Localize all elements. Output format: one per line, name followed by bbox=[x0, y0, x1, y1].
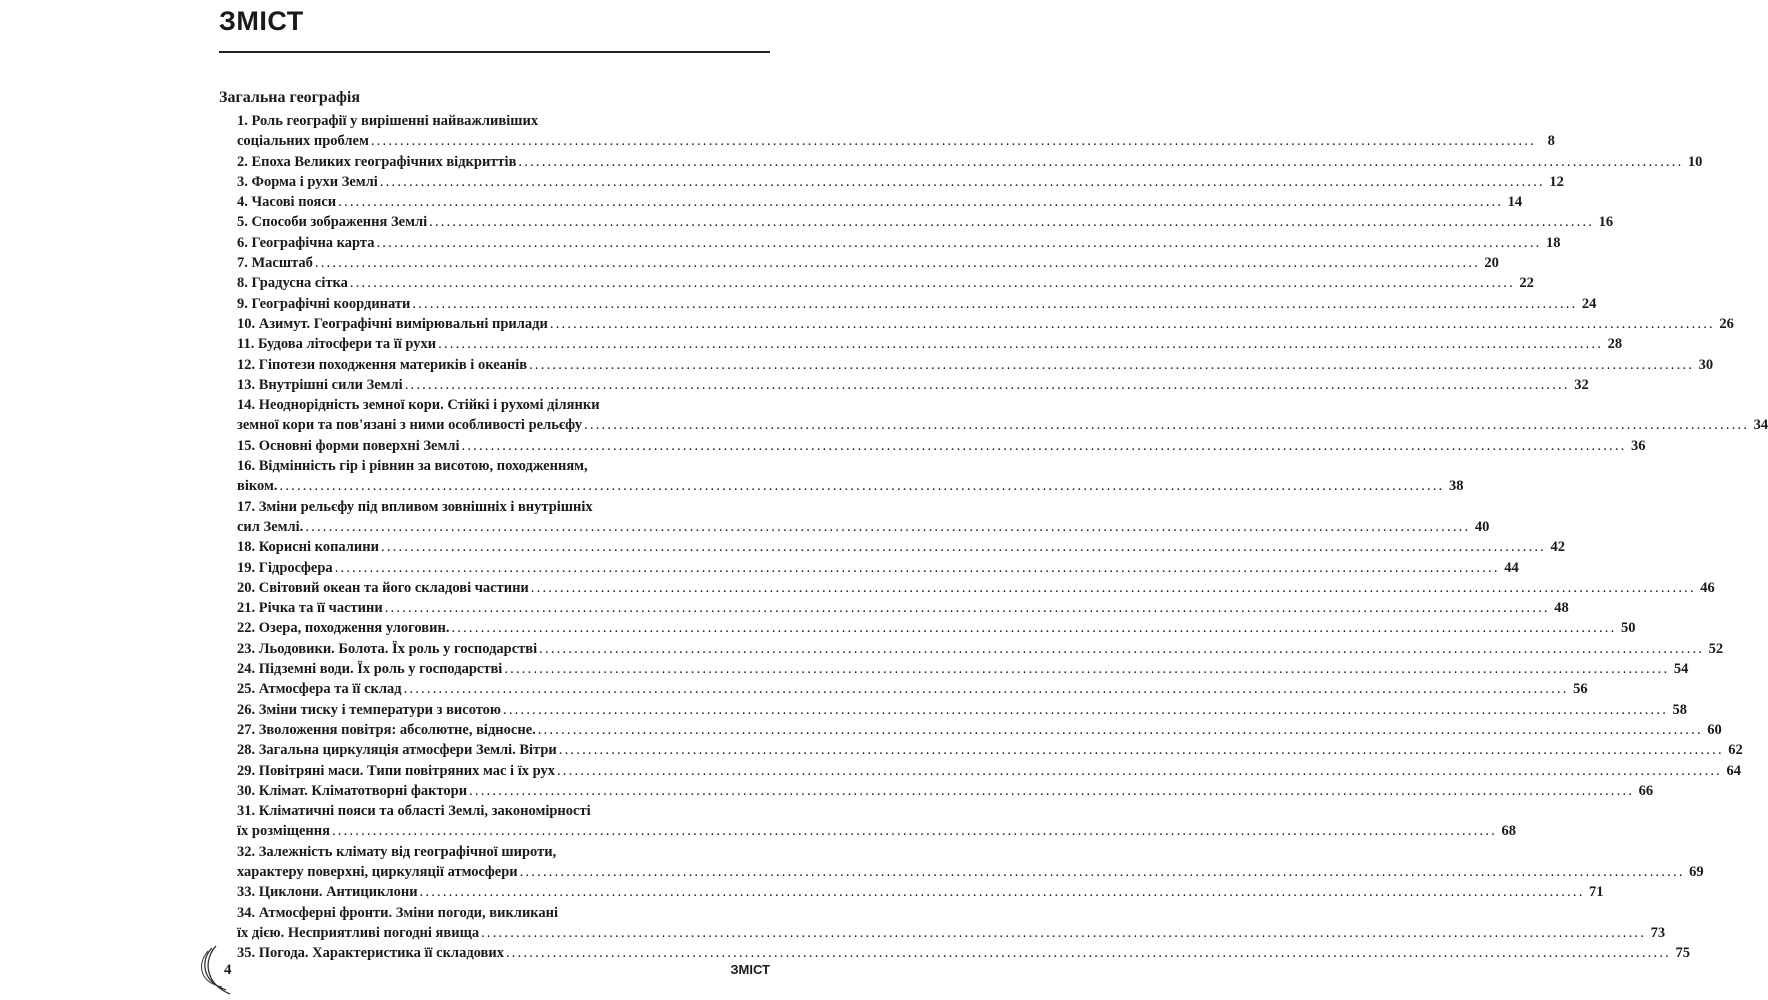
page-title: ЗМІСТ bbox=[219, 6, 304, 36]
toc-entry-text: 31. Кліматичні пояси та області Землі, закономірності bbox=[237, 803, 591, 820]
toc-page-number: 58 bbox=[1672, 701, 1688, 718]
toc-entry[interactable] bbox=[237, 720, 1722, 740]
toc-page-number: 60 bbox=[1707, 721, 1722, 738]
toc-entry[interactable] bbox=[237, 943, 1690, 963]
toc-page-number: 54 bbox=[1673, 661, 1689, 678]
toc-entry[interactable] bbox=[237, 781, 1654, 801]
dot-leader: ........................................................................................................................................................................................................ bbox=[429, 214, 1595, 231]
toc-entry[interactable] bbox=[237, 761, 1741, 781]
toc-entry-text: 26. Зміни тиску і температури з висотою bbox=[237, 701, 502, 718]
toc-page-number: 69 bbox=[1689, 863, 1704, 880]
toc-entry-text: їх дією. Несприятливі погодні явища bbox=[237, 924, 480, 941]
toc-page-number: 73 bbox=[1650, 924, 1666, 941]
dot-leader: ........................................................................................................................................................................................................ bbox=[530, 579, 1696, 596]
toc-page-number: 44 bbox=[1504, 559, 1519, 576]
toc-entry[interactable] bbox=[237, 334, 1623, 354]
dot-leader: ........................................................................................................................................................................................................ bbox=[519, 863, 1685, 880]
dot-leader: ........................................................................................................................................................................................................ bbox=[305, 518, 1471, 535]
dot-leader: ........................................................................................................................................................................................................ bbox=[376, 234, 1542, 251]
toc-entry[interactable] bbox=[237, 558, 1519, 578]
toc-entry[interactable] bbox=[237, 152, 1703, 172]
toc-page-number: 26 bbox=[1719, 315, 1734, 332]
toc-entry[interactable] bbox=[237, 294, 1597, 314]
toc-entry[interactable] bbox=[237, 700, 1688, 720]
toc-entry-text: 4. Часові пояси bbox=[237, 194, 337, 211]
dot-leader: ........................................................................................................................................................................................................ bbox=[461, 437, 1627, 454]
dot-leader: ........................................................................................................................................................................................................ bbox=[314, 255, 1480, 272]
toc-entry-text: 11. Будова літосфери та її рухи bbox=[237, 336, 437, 353]
dot-leader: ........................................................................................................................................................................................................ bbox=[381, 539, 1546, 556]
dot-leader: ........................................................................................................................................................................................................ bbox=[503, 701, 1669, 718]
toc-entry[interactable] bbox=[237, 842, 1704, 883]
toc-page-number: 66 bbox=[1638, 782, 1654, 799]
toc-entry[interactable] bbox=[237, 537, 1565, 557]
toc-entry-text: 35. Погода. Характеристика її складових bbox=[237, 945, 504, 962]
toc-entry-text: 34. Атмосферні фронти. Зміни погоди, викликані bbox=[237, 904, 559, 921]
dot-leader: ........................................................................................................................................................................................................ bbox=[505, 945, 1671, 962]
toc-entry[interactable] bbox=[237, 375, 1589, 395]
toc-entry[interactable] bbox=[237, 740, 1743, 760]
dot-leader: ........................................................................................................................................................................................................ bbox=[469, 782, 1635, 799]
toc-page-number: 56 bbox=[1573, 681, 1588, 698]
toc-page-number: 24 bbox=[1581, 295, 1597, 312]
toc-entry-text: 8. Градусна сітка bbox=[237, 275, 348, 292]
title-divider bbox=[219, 51, 770, 53]
toc-entry[interactable] bbox=[237, 598, 1569, 618]
toc-entry-text: 1. Роль географії у вирішенні найважливіших bbox=[237, 113, 539, 129]
toc-entry-text: 17. Зміни рельєфу під впливом зовнішніх і внутрішніх bbox=[237, 498, 593, 515]
toc-page-number: 42 bbox=[1550, 539, 1565, 556]
toc-entry-text: 29. Повітряні маси. Типи повітряних мас і їх рух bbox=[237, 762, 555, 779]
dot-leader: ........................................................................................................................................................................................................ bbox=[558, 742, 1724, 759]
toc-page-number: 68 bbox=[1501, 823, 1516, 840]
toc-entry-text: характеру поверхні, циркуляції атмосфери bbox=[237, 863, 518, 880]
toc-page-number: 20 bbox=[1484, 255, 1499, 272]
dot-leader: ........................................................................................................................................................................................................ bbox=[279, 478, 1445, 495]
toc-entry[interactable] bbox=[237, 679, 1588, 699]
toc-page-number: 64 bbox=[1726, 762, 1741, 779]
toc-entry-text: віком. bbox=[237, 478, 278, 495]
page-number: 4 bbox=[224, 962, 232, 978]
dot-leader: ........................................................................................................................................................................................................ bbox=[384, 600, 1550, 617]
toc-entry-text: 27. Зволоження повітря: абсолютне, відносне. bbox=[237, 721, 536, 738]
toc-page-number: 16 bbox=[1598, 214, 1614, 231]
toc-entry[interactable] bbox=[237, 618, 1636, 638]
toc-page-number: 38 bbox=[1449, 478, 1464, 495]
toc-entry-text: 15. Основні форми поверхні Землі bbox=[237, 437, 460, 454]
toc-page-number: 46 bbox=[1700, 579, 1715, 596]
dot-leader: ........................................................................................................................................................................................................ bbox=[404, 376, 1570, 393]
toc-entry-text: 12. Гіпотези походження материків і океанів bbox=[237, 356, 528, 373]
dot-leader: ........................................................................................................................................................................................................ bbox=[518, 153, 1684, 170]
toc-page-number: 14 bbox=[1507, 194, 1523, 211]
dot-leader: ........................................................................................................................................................................................................ bbox=[549, 315, 1715, 332]
toc-entry[interactable] bbox=[237, 639, 1724, 659]
toc-entry[interactable] bbox=[237, 192, 1523, 212]
toc-page-number: 62 bbox=[1728, 742, 1743, 759]
toc-entry-text: 13. Внутрішні сили Землі bbox=[237, 376, 403, 393]
toc-entry-text: 20. Світовий океан та його складові частини bbox=[237, 579, 529, 596]
toc-entry-text: сил Землі. bbox=[237, 518, 304, 535]
table-of-contents bbox=[237, 111, 1768, 963]
toc-entry-text: 19. Гідросфера bbox=[237, 559, 333, 576]
toc-entry-text: соціальних проблем bbox=[237, 133, 369, 150]
toc-entry[interactable] bbox=[237, 233, 1561, 253]
toc-page-number: 18 bbox=[1545, 234, 1561, 251]
toc-entry-text: 18. Корисні копалини bbox=[237, 539, 379, 556]
toc-entry-text: 22. Озера, походження улоговин. bbox=[237, 620, 450, 637]
toc-page-number: 75 bbox=[1675, 945, 1690, 962]
toc-page-number: 36 bbox=[1631, 437, 1646, 454]
dot-leader: ........................................................................................................................................................................................................ bbox=[370, 133, 1536, 150]
dot-leader: ........................................................................................................................................................................................................ bbox=[438, 336, 1604, 353]
toc-entry-text: 33. Циклони. Антициклони bbox=[237, 884, 418, 901]
dot-leader: ........................................................................................................................................................................................................ bbox=[556, 762, 1722, 779]
dot-leader: ........................................................................................................................................................................................................ bbox=[349, 275, 1515, 292]
toc-entry[interactable] bbox=[237, 578, 1715, 598]
dot-leader: ........................................................................................................................................................................................................ bbox=[529, 356, 1695, 373]
toc-entry[interactable] bbox=[237, 659, 1689, 679]
dot-leader: ........................................................................................................................................................................................................ bbox=[504, 661, 1670, 678]
toc-entry[interactable] bbox=[237, 253, 1499, 273]
dot-leader: ........................................................................................................................................................................................................ bbox=[331, 823, 1497, 840]
toc-page-number: 52 bbox=[1708, 640, 1724, 657]
toc-entry-text: 9. Географічні координати bbox=[237, 295, 411, 312]
toc-entry[interactable] bbox=[237, 456, 1464, 497]
toc-entry[interactable] bbox=[237, 882, 1604, 902]
toc-entry[interactable] bbox=[237, 111, 1555, 152]
toc-page-number: 28 bbox=[1607, 336, 1623, 353]
toc-page-number: 71 bbox=[1589, 884, 1604, 901]
dot-leader: ........................................................................................................................................................................................................ bbox=[379, 173, 1545, 190]
toc-page-number: 22 bbox=[1519, 275, 1534, 292]
toc-entry-text: 10. Азимут. Географічні вимірювальні прилади bbox=[237, 315, 548, 332]
toc-entry[interactable] bbox=[237, 801, 1516, 842]
toc-entry-text: 30. Клімат. Кліматотворні фактори bbox=[237, 782, 468, 799]
dot-leader: ........................................................................................................................................................................................................ bbox=[334, 559, 1500, 576]
running-footer: ЗМІСТ bbox=[730, 962, 770, 977]
toc-entry-text: 32. Залежність клімату від географічної широти, bbox=[237, 843, 557, 860]
toc-page-number: 8 bbox=[1547, 133, 1555, 150]
toc-page-number: 32 bbox=[1574, 376, 1589, 393]
toc-entry-text: 21. Річка та її частини bbox=[237, 600, 383, 617]
dot-leader: ........................................................................................................................................................................................................ bbox=[403, 681, 1569, 698]
dot-leader: ........................................................................................................................................................................................................ bbox=[481, 924, 1647, 941]
toc-entry[interactable] bbox=[237, 314, 1734, 334]
toc-entry-text: 23. Льодовики. Болота. Їх роль у господарстві bbox=[237, 640, 538, 657]
toc-entry-text: 25. Атмосфера та її склад bbox=[237, 681, 402, 698]
toc-entry-text: 3. Форма і рухи Землі bbox=[237, 173, 378, 190]
dot-leader: ........................................................................................................................................................................................................ bbox=[584, 417, 1750, 434]
toc-entry[interactable] bbox=[237, 273, 1534, 293]
toc-entry-text: 6. Географічна карта bbox=[237, 234, 375, 251]
toc-entry-text: 28. Загальна циркуляція атмосфери Землі. Вітри bbox=[237, 742, 557, 759]
dot-leader: ........................................................................................................................................................................................................ bbox=[419, 884, 1585, 901]
toc-entry-text: їх розміщення bbox=[237, 823, 330, 840]
toc-page-number: 10 bbox=[1687, 153, 1703, 170]
toc-page-number: 30 bbox=[1698, 356, 1714, 373]
dot-leader: ........................................................................................................................................................................................................ bbox=[338, 194, 1504, 211]
toc-entry[interactable] bbox=[237, 172, 1564, 192]
toc-page-number: 34 bbox=[1753, 417, 1768, 434]
toc-page-number: 40 bbox=[1474, 518, 1490, 535]
toc-page-number: 12 bbox=[1549, 173, 1564, 190]
toc-entry-text: земної кори та пов'язані з ними особливості рельєфу bbox=[237, 417, 583, 434]
section-heading: Загальна географія bbox=[219, 89, 360, 106]
toc-entry[interactable] bbox=[237, 436, 1646, 456]
toc-page-number: 48 bbox=[1554, 600, 1569, 617]
toc-entry-text: 24. Підземні води. Їх роль у господарстві bbox=[237, 661, 503, 678]
dot-leader: ........................................................................................................................................................................................................ bbox=[537, 721, 1703, 738]
toc-entry[interactable] bbox=[237, 355, 1714, 375]
dot-leader: ........................................................................................................................................................................................................ bbox=[451, 620, 1617, 637]
toc-entry-text: 2. Епоха Великих географічних відкриттів bbox=[237, 153, 517, 170]
toc-entry[interactable] bbox=[237, 395, 1768, 436]
toc-entry[interactable] bbox=[237, 903, 1666, 944]
toc-entry-text: 16. Відмінність гір і рівнин за висотою, походженням, bbox=[237, 458, 588, 475]
dot-leader: ........................................................................................................................................................................................................ bbox=[539, 640, 1705, 657]
toc-entry[interactable] bbox=[237, 212, 1614, 232]
toc-entry-text: 5. Способи зображення Землі bbox=[237, 214, 428, 231]
toc-entry[interactable] bbox=[237, 497, 1490, 538]
toc-entry-text: 7. Масштаб bbox=[237, 255, 313, 272]
dot-leader: ........................................................................................................................................................................................................ bbox=[412, 295, 1578, 312]
toc-entry-text: 14. Неоднорідність земної кори. Стійкі і рухомі ділянки bbox=[237, 397, 600, 414]
toc-page-number: 50 bbox=[1620, 620, 1636, 637]
